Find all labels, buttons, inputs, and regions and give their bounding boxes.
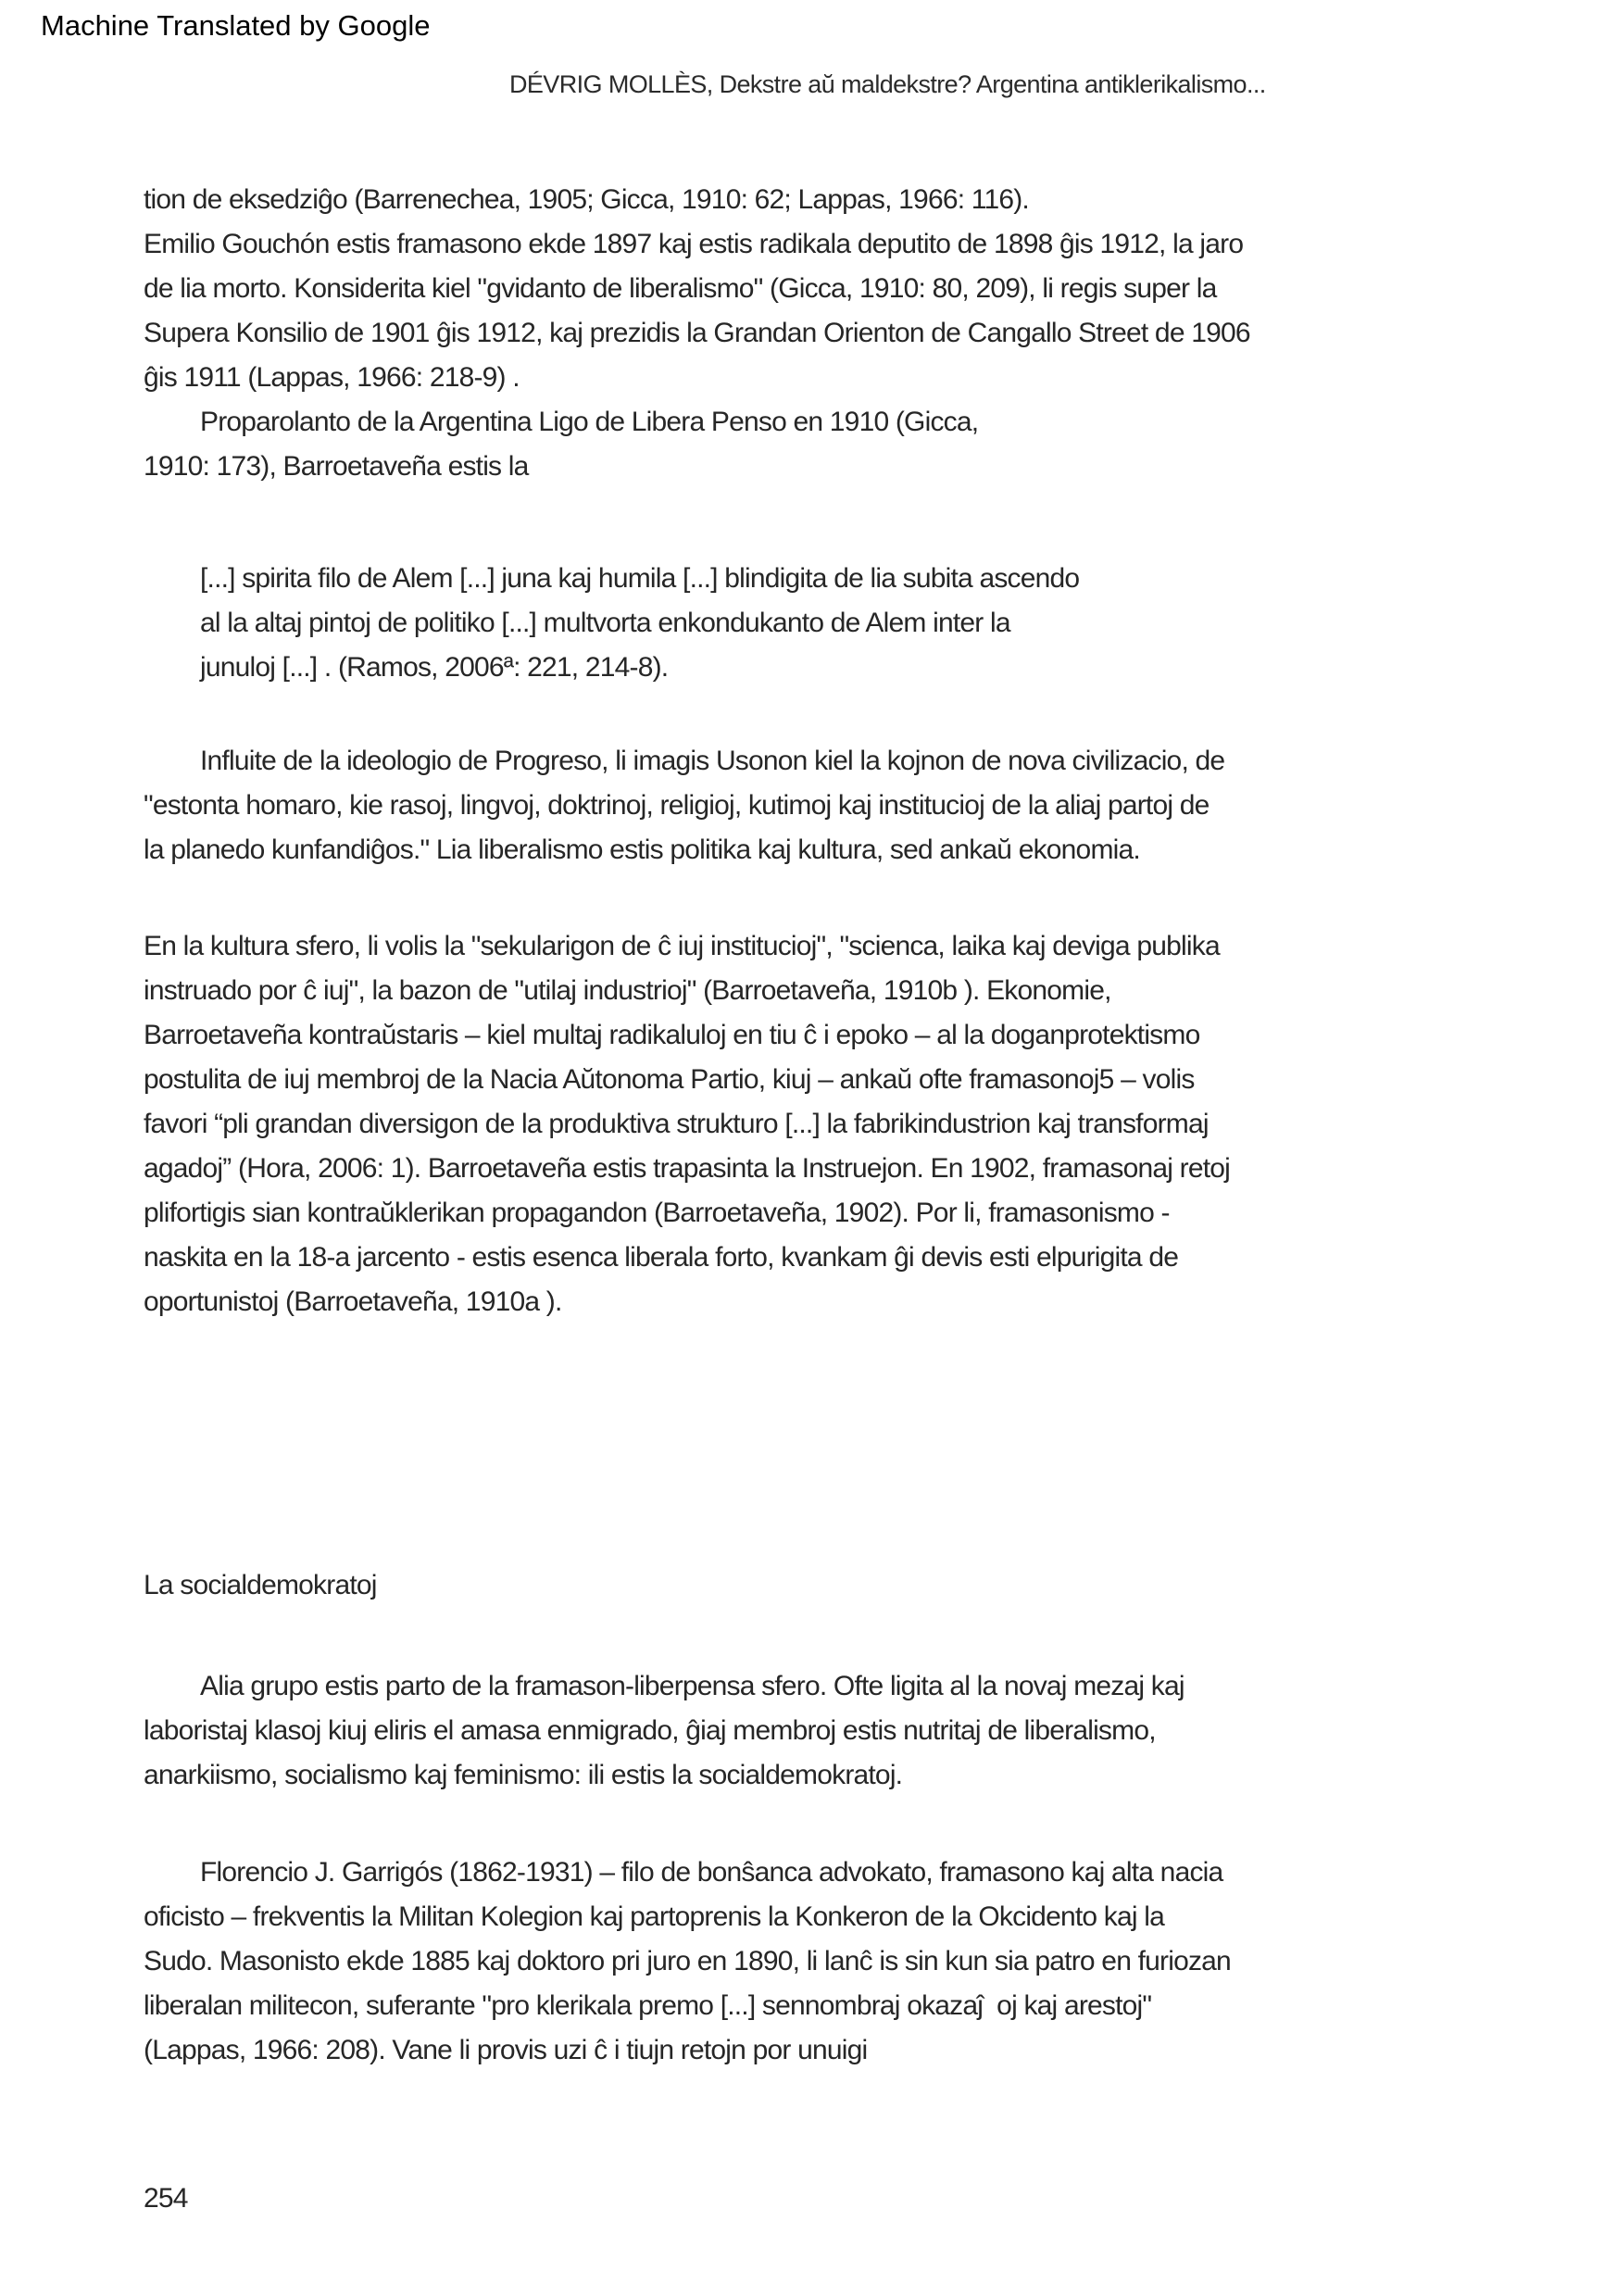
paragraph — [144, 178, 1533, 400]
text-line: Sudo. Masonisto ekde 1885 kaj doktoro pri juro en 1890, li lanĉ is sin kun sia patro en furiozan — [144, 1946, 1231, 1976]
paragraph — [144, 1851, 1533, 2073]
text-line: Proparolanto de la Argentina Ligo de Libera Penso en 1910 (Gicca, — [200, 407, 979, 437]
running-header-title: DÉVRIG MOLLÈS, Dekstre aŭ maldekstre? Argentina antiklerikalismo... — [509, 70, 1266, 98]
text-line: anarkiismo, socialismo kaj feminismo: ili estis la socialdemokratoj. — [144, 1760, 903, 1790]
paragraph — [144, 400, 1533, 489]
text-line: plifortigis sian kontraŭklerikan propagandon (Barroetaveña, 1902). Por li, framasonismo - — [144, 1198, 1170, 1228]
text-line: junuloj [...] . (Ramos, 2006ª: 221, 214-8). — [200, 652, 669, 683]
text-line: 1910: 173), Barroetaveña estis la — [144, 451, 529, 482]
text-line: Alia grupo estis parto de la framason-liberpensa sfero. Ofte ligita al la novaj mezaj kaj — [200, 1671, 1185, 1701]
text-line: agadoj” (Hora, 2006: 1). Barroetaveña estis trapasinta la Instruejon. En 1902, framasonaj retoj — [144, 1153, 1231, 1184]
translator-note: Machine Translated by Google — [41, 9, 431, 42]
text-line: Supera Konsilio de 1901 ĝis 1912, kaj prezidis la Grandan Orienton de Cangallo Street de 1906 — [144, 318, 1250, 348]
section-heading — [144, 1563, 1533, 1608]
text-line: ĝis 1911 (Lappas, 1966: 218-9) . — [144, 362, 520, 393]
text-line: En la kultura sfero, li volis la "sekularigon de ĉ iuj institucioj", "scienca, laika kaj deviga publika — [144, 931, 1220, 961]
text-line: Emilio Gouchón estis framasono ekde 1897 kaj estis radikala deputito de 1898 ĝis 1912, la jaro — [144, 229, 1244, 259]
text-line: [...] spirita filo de Alem [...] juna kaj humila [...] blindigita de lia subita ascendo — [200, 563, 1080, 594]
text-line: Influite de la ideologio de Progreso, li imagis Usonon kiel la kojnon de nova civilizacio, de — [200, 746, 1225, 776]
text-line: Barroetaveña kontraŭstaris – kiel multaj radikaluloj en tiu ĉ i epoko – al la doganprotektismo — [144, 1020, 1200, 1050]
page-number: 254 — [144, 2183, 188, 2214]
text-line: naskita en la 18-a jarcento - estis esenca liberala forto, kvankam ĝi devis esti elpurigita de — [144, 1242, 1179, 1273]
blockquote — [144, 557, 1533, 690]
document-body — [144, 178, 1533, 2221]
text-line: oportunistoj (Barroetaveña, 1910a ). — [144, 1286, 562, 1317]
text-line: postulita de iuj membroj de la Nacia Aŭtonoma Partio, kiuj – ankaŭ ofte framasonoj5 – volis — [144, 1064, 1195, 1095]
text-line: oficisto – frekventis la Militan Kolegion kaj partoprenis la Konkeron de la Okcidento kaj la — [144, 1901, 1165, 1932]
text-line: tion de eksedziĝo (Barrenechea, 1905; Gicca, 1910: 62; Lappas, 1966: 116). — [144, 184, 1029, 215]
paragraph — [144, 739, 1533, 872]
text-line: la planedo kunfandiĝos." Lia liberalismo estis politika kaj kultura, sed ankaŭ ekonomia. — [144, 834, 1140, 865]
text-line: laboristaj klasoj kiuj eliris el amasa enmigrado, ĝiaj membroj estis nutritaj de liberalismo, — [144, 1715, 1156, 1746]
text-line: liberalan militecon, suferante "pro klerikala premo [...] sennombraj okazaĵ oj kaj arestoj" — [144, 1990, 1152, 2021]
paragraph — [144, 924, 1533, 1324]
text-line: al la altaj pintoj de politiko [...] multvorta enkondukanto de Alem inter la — [200, 608, 1010, 638]
paragraph — [144, 1664, 1533, 1798]
text-line: favori “pli grandan diversigon de la produktiva strukturo [...] la fabrikindustrion kaj transformaj — [144, 1109, 1209, 1139]
text-line: "estonta homaro, kie rasoj, lingvoj, doktrinoj, religioj, kutimoj kaj institucioj de la aliaj partoj de — [144, 790, 1210, 821]
text-line: de lia morto. Konsiderita kiel "gvidanto de liberalismo" (Gicca, 1910: 80, 209), li regis super la — [144, 273, 1217, 304]
text-line: Florencio J. Garrigós (1862-1931) – filo de bonŝanca advokato, framasono kaj alta nacia — [200, 1857, 1223, 1888]
text-line: instruado por ĉ iuj", la bazon de "utilaj industrioj" (Barroetaveña, 1910b ). Ekonomie, — [144, 975, 1111, 1006]
text-line: La socialdemokratoj — [144, 1570, 377, 1600]
text-line: (Lappas, 1966: 208). Vane li provis uzi ĉ i tiujn retojn por unuigi — [144, 2035, 868, 2065]
